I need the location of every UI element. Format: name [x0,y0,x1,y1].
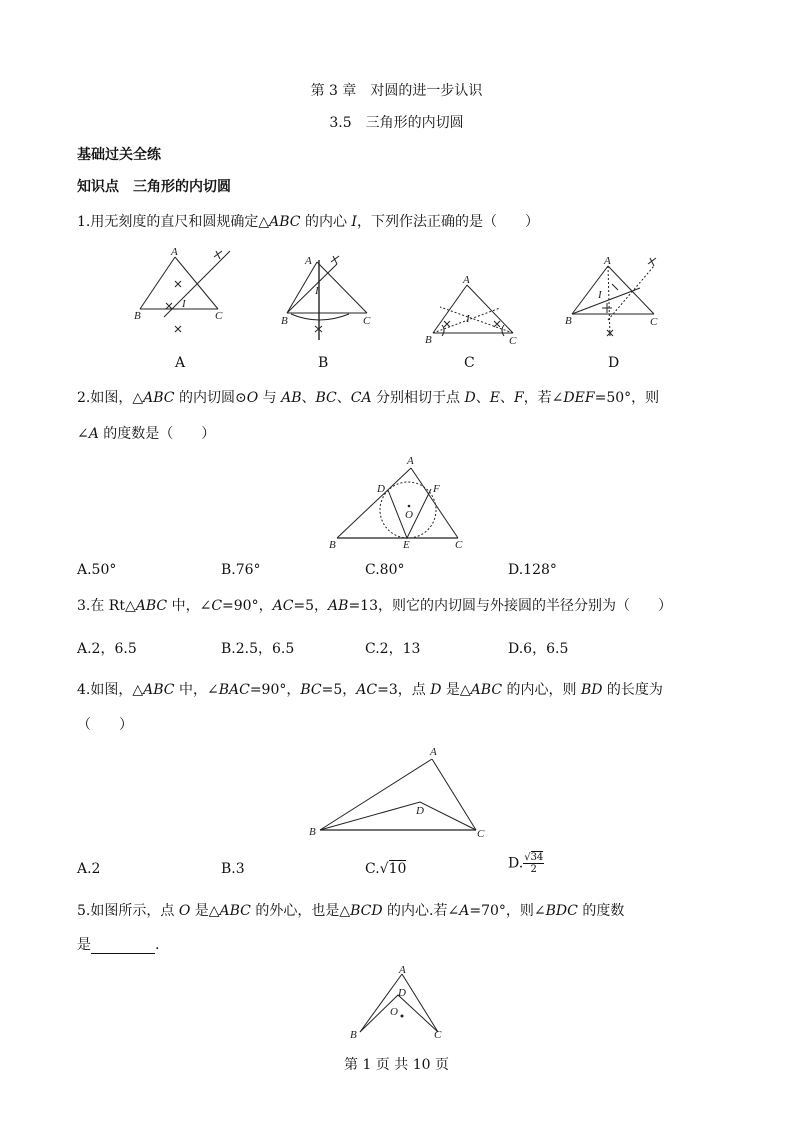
arc [291,314,349,320]
text: . [155,937,160,953]
text: 是△ [190,903,220,919]
figure-5 [340,960,460,1040]
label-e: E [403,539,410,551]
math-var: BC [315,390,337,406]
math-var: ABC [135,598,168,614]
math-var: ABC [470,682,503,698]
construction-line [608,266,654,320]
text: 如图，△ [90,390,144,406]
option-letter: C. [365,861,380,877]
math-var: E [489,390,500,406]
figure-label-c: C [464,355,475,371]
radicand: 10 [388,861,407,877]
label-b: B [329,539,336,551]
text: 的度数 [577,903,625,919]
label-c: C [477,828,485,840]
side-ab [140,257,175,309]
answer-blank[interactable] [91,939,155,954]
figure-2 [325,450,475,550]
question-5-line-2 [77,936,159,954]
math-var: BC [300,682,322,698]
text: ，若∠ [523,390,564,406]
practice-title: 基础过关全练 [77,147,161,163]
math-var: BD [580,682,603,698]
math-var: BAC [218,682,250,698]
text: =5， [293,598,329,614]
math-var: AC [356,682,378,698]
text: 中，∠ [167,598,212,614]
math-var: F [513,390,524,406]
label-a: A [399,964,406,976]
label-c: C [509,335,517,347]
section-title: 3.5 三角形的内切圆 [329,115,464,131]
text: 的长度为 [602,682,663,698]
text: =3，点 [377,682,431,698]
label-c: C [363,315,371,327]
label-a: A [407,455,414,467]
figure-label-b: B [318,355,329,371]
center-o [408,505,410,507]
sqrt-icon: √ [379,861,389,877]
math-var: AB [281,390,302,406]
text: 、 [336,390,351,406]
figure-4 [305,742,495,842]
side-ac [411,468,458,538]
denominator: 2 [530,864,537,875]
q4-option-c[interactable] [365,860,406,878]
side-ab [360,974,402,1032]
side-ac [608,266,654,314]
text: =5， [321,682,357,698]
question-2-line-2 [77,425,215,443]
side-ab [433,285,467,333]
math-var: AB [328,598,349,614]
text: 中，∠ [174,682,219,698]
q3-option-d[interactable]: D.6，6.5 [508,641,569,657]
page-footer: 第 1 页 共 10 页 [344,1057,449,1073]
math-var: DEF [563,390,595,406]
text: 的内心.若∠ [382,903,460,919]
math-var: ABC [269,214,301,230]
q4-option-d[interactable] [508,852,544,875]
text: =90°， [249,682,301,698]
label-a: A [430,746,437,758]
math-var: AC [272,598,294,614]
label-o: O [405,509,413,521]
figure-label-d: D [608,355,620,371]
math-var: ABC [219,903,251,919]
text: 、 [301,390,316,406]
label-a: A [604,255,611,267]
segments-bd-dc [320,802,476,830]
q4-option-a[interactable]: A.2 [77,861,101,877]
math-var: D [464,390,476,406]
q2-option-b[interactable]: B.76° [221,562,261,578]
math-var: CA [350,390,372,406]
side-ab [337,468,411,538]
text: =70°，则∠ [469,903,546,919]
label-d: D [416,805,424,817]
text: ∠ [77,426,89,442]
q4-option-b[interactable]: B.3 [221,861,245,877]
math-var: A [459,903,470,919]
text: 如图，△ [90,682,144,698]
construction-line [164,251,230,317]
label-f: F [433,483,440,495]
question-4-line-1 [77,681,663,699]
math-var: C [211,598,223,614]
side-ac [317,262,367,313]
label-d: D [398,987,406,999]
figure-1d [562,252,672,347]
question-1 [77,213,539,231]
q3-option-c[interactable]: C.2，13 [365,641,421,657]
option-letter: D. [508,855,524,872]
text: 与 [258,390,282,406]
text: =90°， [222,598,273,614]
label-i: I [466,313,470,325]
center-o [401,1015,403,1017]
label-c: C [650,316,658,328]
chapter-title: 第 3 章 对圆的进一步认识 [310,83,483,99]
label-c: C [434,1029,442,1041]
label-i: I [598,289,602,301]
text: 的内心 [300,214,352,230]
label-b: B [281,315,288,327]
text: 如图所示，点 [90,903,179,919]
math-var: O [178,903,191,919]
text: 在 Rt△ [90,598,136,614]
text: =50°，则 [594,390,660,406]
math-var: ABC [143,390,175,406]
text: 用无刻度的直尺和圆规确定△ [90,214,270,230]
math-var: O [246,390,259,406]
knowledge-point-title: 知识点 三角形的内切圆 [77,179,231,195]
text: 分别相切于点 [371,390,465,406]
q3-option-b[interactable]: B.2.5，6.5 [221,641,295,657]
figure-1a [130,245,250,345]
figure-1c [420,270,530,345]
math-var: BDC [545,903,578,919]
question-2-line-1 [77,389,659,407]
text: =13，则它的内切圆与外接圆的半径分别为（ ） [348,598,672,614]
label-b: B [350,1029,357,1041]
text: 是△ [441,682,471,698]
bisector-a [608,266,610,338]
radicand: 34 [530,852,544,863]
text: ，下列作法正确的是（ ） [356,214,539,230]
text: 是 [77,937,91,953]
side-ac [467,285,513,333]
label-a: A [463,274,470,286]
arc-marks [442,321,504,336]
label-i: I [182,298,186,310]
text: 、 [475,390,490,406]
math-var: ABC [143,682,175,698]
figure-label-a: A [175,355,186,371]
figure-1b [275,252,385,347]
label-b: B [425,334,432,346]
sqrt-icon: √ [524,852,531,863]
label-o: O [390,1006,398,1018]
side-ac [402,974,438,1032]
numerator [523,852,544,864]
question-number: 5. [77,903,91,919]
q2-option-c[interactable]: C.80° [365,562,405,578]
question-5-line-1 [77,902,624,920]
question-number: 4. [77,682,91,698]
label-b: B [309,826,316,838]
label-c: C [455,539,463,551]
question-3 [77,597,672,615]
text: 的外心，也是△ [250,903,351,919]
q2-option-a[interactable]: A.50° [77,562,117,578]
math-var: BCD [350,903,383,919]
math-var: A [88,426,99,442]
text: 的度数是（ ） [98,426,216,442]
label-a: A [171,246,178,258]
arc-marks [166,251,222,332]
label-a: A [305,255,312,267]
text: 的内心，则 [502,682,581,698]
q3-option-a[interactable]: A.2，6.5 [77,641,137,657]
fraction [523,852,544,875]
question-4-line-2: （ ） [77,717,133,733]
label-d: D [377,483,385,495]
label-c: C [215,310,223,322]
question-number: 1. [77,214,91,230]
text: 的内切圆⊙ [174,390,247,406]
text: 、 [499,390,514,406]
label-i: I [315,285,319,297]
math-var: I [351,214,357,230]
label-b: B [134,310,141,322]
question-number: 3. [77,598,91,614]
math-var: D [430,682,442,698]
side-ab [320,759,432,830]
q2-option-d[interactable]: D.128° [508,562,557,578]
arc-marks [602,258,656,336]
question-number: 2. [77,390,91,406]
label-b: B [565,315,572,327]
